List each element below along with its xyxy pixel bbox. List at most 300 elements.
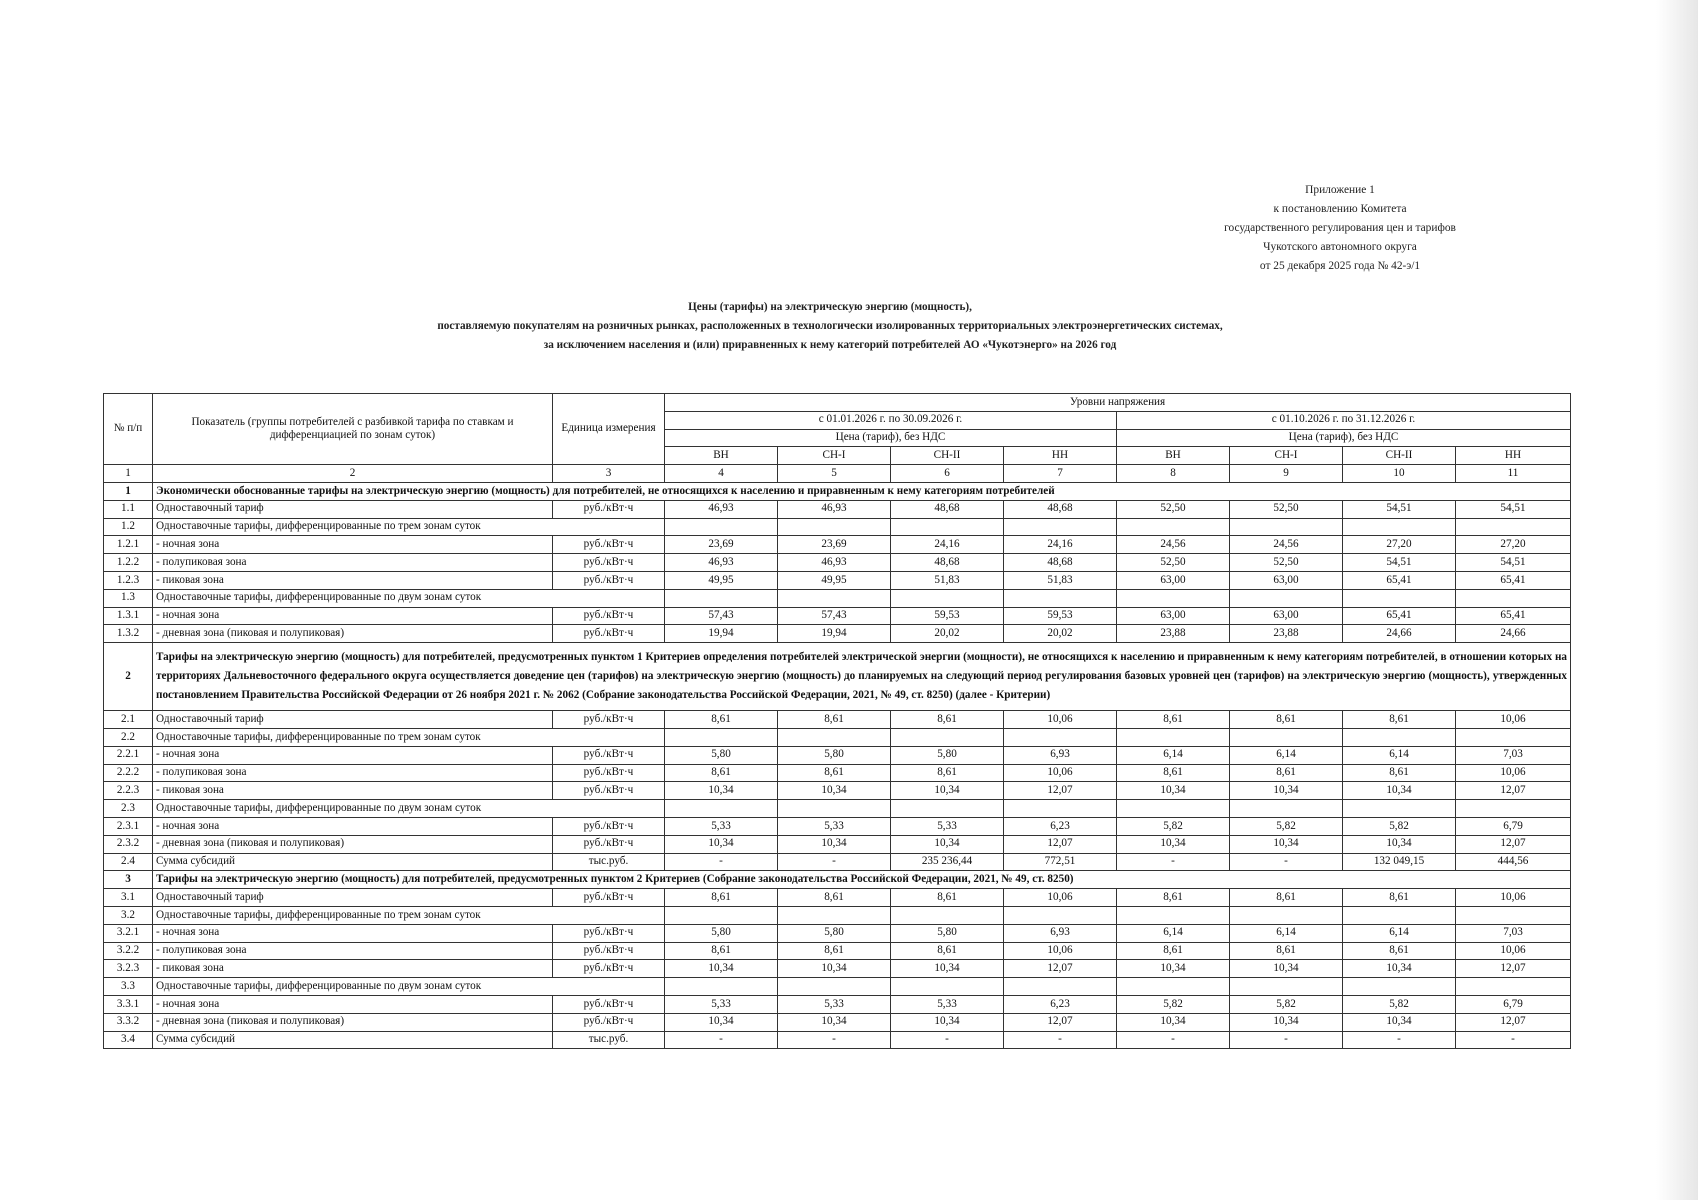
header-period-1: с 01.01.2026 г. по 30.09.2026 г. [665,411,1117,429]
empty-cell [778,978,891,996]
empty-cell [665,800,778,818]
value-cell: 20,02 [1004,625,1117,643]
value-cell: 48,68 [891,554,1004,572]
tariff-table [103,393,1571,1049]
value-cell: 12,07 [1456,1013,1571,1031]
column-number: 9 [1230,465,1343,483]
appendix-line: от 25 декабря 2025 года № 42-э/1 [1259,260,1421,272]
value-cell: 8,61 [665,764,778,782]
empty-cell [1230,589,1343,607]
value-cell: 24,16 [1004,536,1117,554]
value-cell: 6,14 [1230,924,1343,942]
value-cell: 5,82 [1343,995,1456,1013]
table-row-data [104,711,1571,729]
unit-cell: руб./кВт·ч [553,924,665,942]
title-line: за исключением населения и (или) приравненных к нему категорий потребителей АО «Чукотэнерго» на 2026 год [543,339,1117,351]
empty-cell [1343,589,1456,607]
value-cell: 59,53 [1004,607,1117,625]
row-number: 1.2.2 [104,554,153,572]
row-label: - пиковая зона [153,960,553,978]
value-cell: 10,34 [665,782,778,800]
row-number: 1.2 [104,518,153,536]
table-row-section [104,482,1571,500]
empty-cell [891,728,1004,746]
value-cell: 23,69 [778,536,891,554]
table-row-data [104,607,1571,625]
value-cell: - [1343,1031,1456,1049]
value-cell: 8,61 [1343,711,1456,729]
value-cell: 10,34 [1343,782,1456,800]
row-label: - ночная зона [153,536,553,554]
value-cell: 8,61 [778,764,891,782]
value-cell: 24,16 [891,536,1004,554]
value-cell: 6,23 [1004,995,1117,1013]
row-number: 3.2 [104,906,153,924]
row-number: 2.2.1 [104,746,153,764]
value-cell: 8,61 [1343,889,1456,907]
empty-cell [1343,906,1456,924]
table-row-group [104,518,1571,536]
empty-cell [665,978,778,996]
empty-cell [1230,978,1343,996]
header-level: СН-I [1230,447,1343,465]
column-number: 11 [1456,465,1571,483]
empty-cell [778,728,891,746]
unit-cell: руб./кВт·ч [553,711,665,729]
value-cell: 57,43 [778,607,891,625]
value-cell: 5,82 [1117,817,1230,835]
row-label: - ночная зона [153,607,553,625]
value-cell: 23,88 [1230,625,1343,643]
value-cell: 10,06 [1004,711,1117,729]
empty-cell [665,728,778,746]
value-cell: 5,82 [1117,995,1230,1013]
value-cell: 46,93 [778,500,891,518]
value-cell: 52,50 [1230,500,1343,518]
empty-cell [1343,728,1456,746]
table-row-data [104,924,1571,942]
column-number: 10 [1343,465,1456,483]
row-number: 1.1 [104,500,153,518]
table-row-data [104,889,1571,907]
value-cell: 12,07 [1004,1013,1117,1031]
value-cell: 51,83 [891,571,1004,589]
row-label: - ночная зона [153,995,553,1013]
value-cell: 24,56 [1230,536,1343,554]
row-number: 2.4 [104,853,153,871]
header-num: № п/п [104,394,153,465]
empty-cell [665,906,778,924]
value-cell: 235 236,44 [891,853,1004,871]
empty-cell [1004,906,1117,924]
value-cell: 10,34 [1343,960,1456,978]
row-label: Сумма субсидий [153,853,553,871]
empty-cell [778,589,891,607]
column-number: 4 [665,465,778,483]
row-label: Сумма субсидий [153,1031,553,1049]
table-row-data [104,746,1571,764]
value-cell: 10,34 [1117,1013,1230,1031]
value-cell: 5,33 [778,995,891,1013]
value-cell: 5,80 [891,746,1004,764]
value-cell: 5,80 [778,746,891,764]
document-title [180,298,1480,355]
empty-cell [1117,906,1230,924]
header-price-1: Цена (тариф), без НДС [665,429,1117,447]
value-cell: - [1456,1031,1571,1049]
row-number: 3 [104,871,153,889]
table-row-group [104,906,1571,924]
value-cell: 6,14 [1343,746,1456,764]
row-number: 3.1 [104,889,153,907]
header-voltage-levels: Уровни напряжения [665,394,1571,412]
value-cell: 10,34 [778,960,891,978]
table-row-data [104,782,1571,800]
value-cell: 12,07 [1004,782,1117,800]
value-cell: 772,51 [1004,853,1117,871]
row-number: 2.3.2 [104,835,153,853]
value-cell: 46,93 [778,554,891,572]
table-row-data [104,995,1571,1013]
value-cell: 8,61 [1343,942,1456,960]
value-cell: - [665,1031,778,1049]
table-row-data [104,1013,1571,1031]
header-level: ВН [665,447,778,465]
header-level: НН [1456,447,1571,465]
value-cell: 10,06 [1456,942,1571,960]
value-cell: 5,33 [778,817,891,835]
value-cell: 54,51 [1343,554,1456,572]
empty-cell [1456,978,1571,996]
empty-cell [1343,518,1456,536]
value-cell: 8,61 [1117,942,1230,960]
value-cell: 10,34 [1343,1013,1456,1031]
value-cell: 6,23 [1004,817,1117,835]
table-row-data [104,536,1571,554]
header-level: СН-II [891,447,1004,465]
header-price-2: Цена (тариф), без НДС [1117,429,1571,447]
value-cell: 5,33 [665,817,778,835]
column-number: 2 [153,465,553,483]
table-row-data [104,625,1571,643]
value-cell: 8,61 [1117,764,1230,782]
title-line: поставляемую покупателям на розничных рынках, расположенных в технологически изолированных территориальных электроэнергетических системах, [437,320,1223,332]
value-cell: 8,61 [665,942,778,960]
value-cell: 8,61 [1230,764,1343,782]
appendix-line: Приложение 1 [1305,184,1375,196]
empty-cell [1004,978,1117,996]
table-row-group [104,800,1571,818]
unit-cell: руб./кВт·ч [553,942,665,960]
value-cell: 8,61 [778,711,891,729]
value-cell: 7,03 [1456,924,1571,942]
unit-cell: руб./кВт·ч [553,782,665,800]
header-level: НН [1004,447,1117,465]
value-cell: 23,69 [665,536,778,554]
row-label: - дневная зона (пиковая и полупиковая) [153,625,553,643]
value-cell: 10,34 [891,960,1004,978]
unit-cell: тыс.руб. [553,1031,665,1049]
unit-cell: руб./кВт·ч [553,536,665,554]
table-row-data [104,554,1571,572]
value-cell: 10,34 [778,835,891,853]
empty-cell [1456,728,1571,746]
row-number: 3.4 [104,1031,153,1049]
row-number: 3.3.1 [104,995,153,1013]
value-cell: - [1117,1031,1230,1049]
unit-cell: руб./кВт·ч [553,889,665,907]
empty-cell [1343,800,1456,818]
value-cell: 46,93 [665,500,778,518]
value-cell: 6,93 [1004,924,1117,942]
value-cell: - [778,1031,891,1049]
value-cell: 63,00 [1117,571,1230,589]
value-cell: 48,68 [891,500,1004,518]
value-cell: 65,41 [1343,607,1456,625]
value-cell: 19,94 [778,625,891,643]
value-cell: 5,80 [665,924,778,942]
row-number: 2 [104,643,153,711]
empty-cell [778,518,891,536]
empty-cell [665,589,778,607]
value-cell: 10,34 [1117,835,1230,853]
empty-cell [1456,589,1571,607]
value-cell: 10,34 [891,835,1004,853]
value-cell: 10,34 [1230,782,1343,800]
value-cell: 6,14 [1117,746,1230,764]
value-cell: 5,33 [891,817,1004,835]
table-row-data [104,853,1571,871]
value-cell: 51,83 [1004,571,1117,589]
row-number: 3.3.2 [104,1013,153,1031]
table-row-data [104,835,1571,853]
header-indicator: Показатель (группы потребителей с разбивкой тарифа по ставкам и дифференциацией по зонам суток) [153,394,553,465]
row-label: - ночная зона [153,746,553,764]
value-cell: 5,82 [1343,817,1456,835]
value-cell: 24,66 [1343,625,1456,643]
value-cell: 10,34 [1117,960,1230,978]
empty-cell [1004,800,1117,818]
row-label: Одноставочный тариф [153,711,553,729]
empty-cell [778,800,891,818]
empty-cell [891,978,1004,996]
group-title: Одноставочные тарифы, дифференцированные по трем зонам суток [153,906,665,924]
unit-cell: тыс.руб. [553,853,665,871]
value-cell: 63,00 [1230,571,1343,589]
value-cell: 8,61 [1117,889,1230,907]
row-label: - ночная зона [153,924,553,942]
value-cell: 8,61 [778,889,891,907]
value-cell: 12,07 [1004,960,1117,978]
column-number: 3 [553,465,665,483]
value-cell: 8,61 [891,889,1004,907]
empty-cell [891,800,1004,818]
row-number: 1.3 [104,589,153,607]
unit-cell: руб./кВт·ч [553,835,665,853]
unit-cell: руб./кВт·ч [553,995,665,1013]
row-label: - полупиковая зона [153,554,553,572]
value-cell: 10,34 [665,1013,778,1031]
empty-cell [891,906,1004,924]
unit-cell: руб./кВт·ч [553,960,665,978]
value-cell: 5,80 [665,746,778,764]
value-cell: 10,34 [778,1013,891,1031]
empty-cell [1004,518,1117,536]
value-cell: 12,07 [1456,835,1571,853]
table-row-data [104,817,1571,835]
value-cell: 5,33 [891,995,1004,1013]
row-number: 3.3 [104,978,153,996]
header-period-2: с 01.10.2026 г. по 31.12.2026 г. [1117,411,1571,429]
table-row-group [104,978,1571,996]
value-cell: 10,06 [1456,711,1571,729]
table-row-data [104,942,1571,960]
value-cell: - [665,853,778,871]
empty-cell [1117,728,1230,746]
header-level: СН-I [778,447,891,465]
header-level: ВН [1117,447,1230,465]
empty-cell [1117,800,1230,818]
value-cell: 10,34 [778,782,891,800]
value-cell: - [1230,1031,1343,1049]
empty-cell [1230,518,1343,536]
value-cell: 8,61 [1230,889,1343,907]
row-number: 3.2.2 [104,942,153,960]
row-number: 3.2.3 [104,960,153,978]
value-cell: 10,06 [1004,764,1117,782]
header-unit: Единица измерения [553,394,665,465]
row-number: 2.2.2 [104,764,153,782]
row-label: - пиковая зона [153,782,553,800]
value-cell: 444,56 [1456,853,1571,871]
value-cell: 54,51 [1456,500,1571,518]
section-title: Тарифы на электрическую энергию (мощность) для потребителей, предусмотренных пунктом 2 Критериев (Собрание законодательства Российской Федерации, 2021, № 49, ст. 8250) [153,871,1571,889]
row-label: Одноставочный тариф [153,500,553,518]
value-cell: 8,61 [891,764,1004,782]
empty-cell [1004,589,1117,607]
value-cell: 10,06 [1456,889,1571,907]
value-cell: 8,61 [891,942,1004,960]
value-cell: 52,50 [1117,554,1230,572]
value-cell: 65,41 [1456,607,1571,625]
table-row-group [104,589,1571,607]
value-cell: 10,06 [1004,942,1117,960]
table-body [104,482,1571,1048]
group-title: Одноставочные тарифы, дифференцированные по трем зонам суток [153,518,665,536]
unit-cell: руб./кВт·ч [553,571,665,589]
value-cell: 8,61 [665,889,778,907]
group-title: Одноставочные тарифы, дифференцированные по двум зонам суток [153,978,665,996]
value-cell: 24,66 [1456,625,1571,643]
value-cell: 8,61 [1117,711,1230,729]
column-number: 8 [1117,465,1230,483]
section-description: Тарифы на электрическую энергию (мощность) для потребителей, предусмотренных пунктом 1 Критериев определения потребителей электрической энергии (мощности), не относящихся к населению и приравненным к нему категориям потребителей, в отношении которых на территориях Дальневосточного федерального округа осуществляется доведение цен (тарифов) на электрическую энергию (мощность) до планируемых на следующий период регулирования базовых уровней цен (тарифов) на электрическую энергию (мощность), утвержденных постановлением Правительства Российской Федерации от 26 ноября 2021 г. № 2062 (Собрание законодательства Российской Федерации, 2021, № 49, ст. 8250) (далее - Критерии) [153,643,1571,711]
empty-cell [1117,589,1230,607]
table-row-section [104,871,1571,889]
row-number: 2.3 [104,800,153,818]
value-cell: 65,41 [1456,571,1571,589]
empty-cell [665,518,778,536]
value-cell: 10,06 [1456,764,1571,782]
value-cell: 6,14 [1117,924,1230,942]
title-line: Цены (тарифы) на электрическую энергию (мощность), [688,301,972,313]
unit-cell: руб./кВт·ч [553,500,665,518]
value-cell: 5,33 [665,995,778,1013]
row-number: 1.3.2 [104,625,153,643]
value-cell: 5,82 [1230,817,1343,835]
unit-cell: руб./кВт·ч [553,554,665,572]
unit-cell: руб./кВт·ч [553,1013,665,1031]
group-title: Одноставочные тарифы, дифференцированные по двум зонам суток [153,589,665,607]
table-row-group [104,728,1571,746]
empty-cell [1117,978,1230,996]
value-cell: 8,61 [1230,711,1343,729]
value-cell: - [1004,1031,1117,1049]
table-row-data [104,960,1571,978]
value-cell: 49,95 [778,571,891,589]
row-number: 2.1 [104,711,153,729]
section-title: Экономически обоснованные тарифы на электрическую энергию (мощность) для потребителей, не относящихся к населению и приравненным к нему категориям потребителей [153,482,1571,500]
value-cell: 63,00 [1230,607,1343,625]
value-cell: 8,61 [665,711,778,729]
value-cell: 6,14 [1230,746,1343,764]
group-title: Одноставочные тарифы, дифференцированные по трем зонам суток [153,728,665,746]
row-number: 3.2.1 [104,924,153,942]
row-number: 2.3.1 [104,817,153,835]
table-row-data [104,764,1571,782]
appendix-block [1150,181,1530,276]
unit-cell: руб./кВт·ч [553,607,665,625]
row-number: 1.2.3 [104,571,153,589]
value-cell: 65,41 [1343,571,1456,589]
value-cell: - [891,1031,1004,1049]
value-cell: - [778,853,891,871]
value-cell: 6,79 [1456,817,1571,835]
scan-edge-shadow [1656,0,1698,1200]
row-number: 2.2 [104,728,153,746]
empty-cell [1230,728,1343,746]
value-cell: 10,34 [1230,960,1343,978]
empty-cell [1117,518,1230,536]
empty-cell [891,589,1004,607]
empty-cell [1004,728,1117,746]
table-row-paragraph [104,643,1571,711]
value-cell: 54,51 [1343,500,1456,518]
row-label: - ночная зона [153,817,553,835]
value-cell: 5,80 [891,924,1004,942]
value-cell: 10,34 [891,1013,1004,1031]
unit-cell: руб./кВт·ч [553,746,665,764]
value-cell: 8,61 [891,711,1004,729]
unit-cell: руб./кВт·ч [553,817,665,835]
value-cell: 20,02 [891,625,1004,643]
unit-cell: руб./кВт·ч [553,625,665,643]
row-label: - дневная зона (пиковая и полупиковая) [153,835,553,853]
value-cell: 49,95 [665,571,778,589]
empty-cell [1230,906,1343,924]
value-cell: - [1230,853,1343,871]
empty-cell [1230,800,1343,818]
value-cell: 8,61 [1343,764,1456,782]
empty-cell [1456,906,1571,924]
value-cell: 6,79 [1456,995,1571,1013]
group-title: Одноставочные тарифы, дифференцированные по двум зонам суток [153,800,665,818]
value-cell: 54,51 [1456,554,1571,572]
column-number: 6 [891,465,1004,483]
value-cell: 23,88 [1117,625,1230,643]
value-cell: 10,34 [1230,835,1343,853]
value-cell: 5,80 [778,924,891,942]
